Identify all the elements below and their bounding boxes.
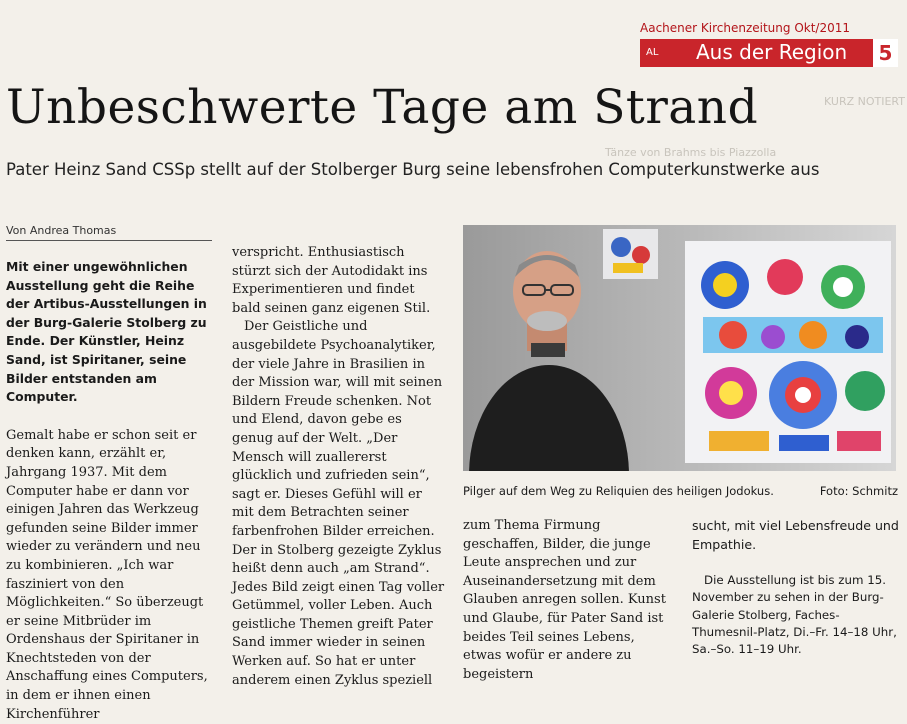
article-column-2 [232,244,446,690]
section-bar [640,39,898,67]
ghost-title: Tänze von Brahms bis Piazzolla [605,146,777,159]
page-number: 5 [873,39,898,67]
article-paragraph: Gemalt habe er schon seit er denken kann, erzählt er, Jahrgang 1937. Mit dem Computer habe er dann vor einigen Jahren das Werkzeug gefunden seine Bilder immer wieder zu verändern und neu zu kombinieren. „Ich war fasziniert von den Möglichkeiten.“ So überzeugt er seine Mitbrüder im Ordenshaus der Spiritaner in Knechtsteden von der Anschaffung eines Computers, in dem er ihnen einen Kirchenführer [6,427,208,722]
article-column-4 [692,517,900,658]
byline: Von Andrea Thomas [6,224,117,237]
article-paragraph: Der Geistliche und ausgebildete Psychoanalytiker, der viele Jahre in Brasilien in der Mission war, will mit seinen Bildern Freude schenken. Not und Elend, davon gebe es genug auf der Welt. „Der Mensch will zuallererst glücklich und zufrieden sein“, sagt er. Dieses Gefühl will er mit dem Betrachten seiner farbenfrohen Bilder erreichen. Der in Stolberg gezeigte Zyklus heißt denn auch „am Strand“. Jedes Bild zeigt einen Tag voller Getümmel, voller Leben. Auch geistliche Themen greift Pater Sand immer wieder in seinen Werken auf. So hat er unter anderem einen Zyklus speziell [232,319,445,688]
section-title: Aus der Region [696,40,848,64]
subheadline: Pater Heinz Sand CSSp stellt auf der Stolberger Burg seine lebensfrohen Computerkunstwerke aus [6,160,820,179]
photo-caption-row [463,484,898,498]
newspaper-source: Aachener Kirchenzeitung Okt/2011 [640,21,850,35]
article-photo [463,225,896,471]
edition-code: AL [646,47,659,58]
article-lead: Mit einer ungewöhnlichen Ausstellung geht die Reihe der Artibus-Ausstellungen in der Burg-Galerie Stolberg zu Ende. Der Künstler, Heinz Sand, ist Spiritaner, seine Bilder entstanden am Computer. [6,259,207,405]
photo-artist-with-artwork [463,225,896,471]
article-paragraph: verspricht. Enthusiastisch stürzt sich der Autodidakt ins Experimentieren und findet bald seinen ganz eigenen Stil. [232,245,431,316]
photo-caption: Pilger auf dem Weg zu Reliquien des heiligen Jodokus. [463,484,774,498]
photo-credit: Foto: Schmitz [819,484,898,498]
article-column-1 [6,258,218,724]
article-column-3 [463,517,675,684]
exhibition-info: Die Ausstellung ist bis zum 15. November zu sehen in der Burg-Galerie Stolberg, Faches-Thumesnil-Platz, Di.–Fr. 14–18 Uhr, Sa.–So. 11–19 Uhr. [692,573,897,656]
headline: Unbeschwerte Tage am Strand [6,80,759,135]
byline-divider [6,240,212,241]
neighbouring-column [605,95,905,159]
article-paragraph: zum Thema Firmung geschaffen, Bilder, die junge Leute ansprechen und zur Auseinandersetzung mit dem Glauben anregen sollen. Kunst und Glaube, für Pater Sand ist beides Teil seines Lebens, etwas wofür er andere zu begeistern [463,518,666,682]
article-paragraph: sucht, mit viel Lebensfreude und Empathie. [692,518,899,552]
ghost-label: KURZ NOTIERT [823,95,905,108]
